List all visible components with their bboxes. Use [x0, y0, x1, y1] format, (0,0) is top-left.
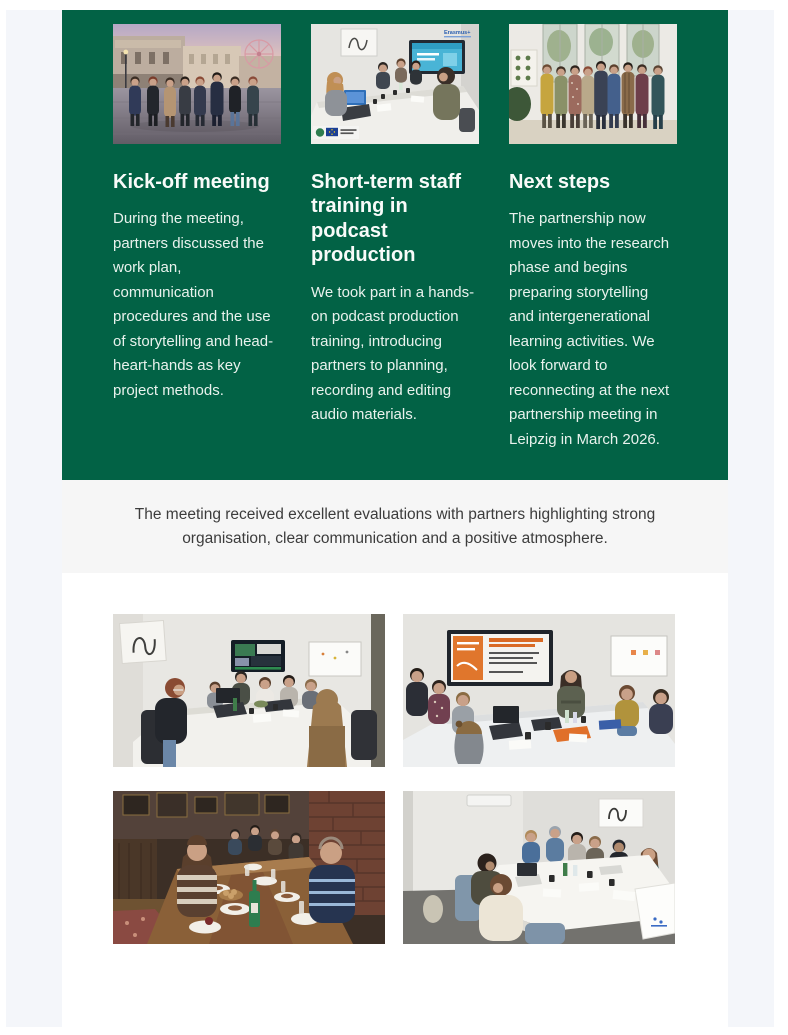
summary-column-kickoff	[113, 24, 281, 480]
top-spacer	[62, 0, 728, 10]
evaluation-highlight	[62, 480, 728, 573]
column-body: We took part in a hands-on podcast production training, introducing partners to planning, recording and editing audio materials.	[311, 283, 475, 424]
partners-group-photo-indoor	[509, 24, 677, 144]
outdoor-group-photo-dusk	[113, 24, 281, 144]
column-heading: Kick-off meeting	[113, 171, 270, 193]
restaurant-dinner-photo	[113, 791, 385, 944]
meeting-room-video-call-photo	[113, 614, 385, 767]
meeting-room-table-photo	[403, 791, 675, 944]
summary-column-training	[311, 24, 479, 480]
column-body: During the meeting, partners discussed the work plan, communication procedures and the use of storytelling and head-heart-hands as key project methods.	[113, 210, 274, 399]
column-body: The partnership now moves into the research phase and begins preparing storytelling and intergenerational learning activities. We look forward to reconnecting at the next partnership meeting in Leipzig in March 2026.	[509, 210, 670, 448]
photo-gallery	[62, 573, 728, 1035]
evaluation-text: The meeting received excellent evaluations with partners highlighting strong organisation, clear communication and a positive atmosphere.	[134, 505, 656, 547]
summary-column-next-steps	[509, 24, 677, 480]
page-margin-left	[6, 10, 62, 1027]
column-heading: Short-term staff training in podcast production	[311, 171, 462, 267]
erasmus-logo-text: Erasmus+	[444, 30, 471, 36]
email-content	[62, 0, 728, 1035]
meeting-room-presentation-photo	[403, 614, 675, 767]
summary-section	[62, 10, 728, 480]
column-heading: Next steps	[509, 171, 611, 193]
page-margin-right	[728, 10, 774, 1027]
podcast-training-meeting-photo	[311, 24, 479, 144]
